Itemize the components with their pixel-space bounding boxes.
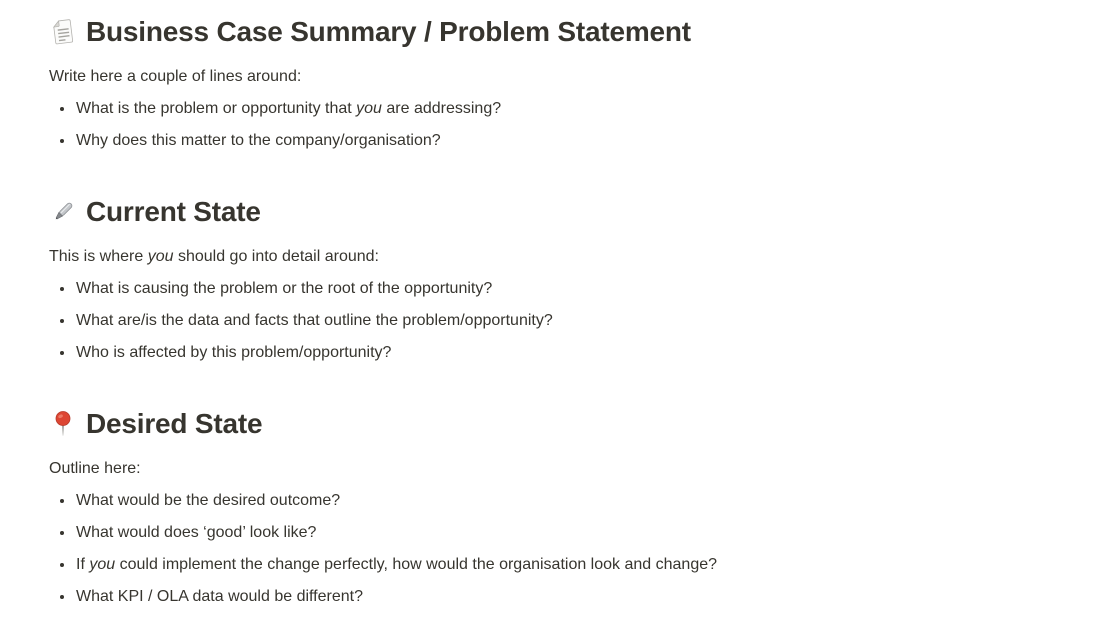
intro-paragraph: Write here a couple of lines around:: [49, 68, 302, 85]
list-item: • What would does ‘good’ look like?: [75, 517, 1072, 549]
list-item: • If you could implement the change perfectly, how would the organisation look and change?: [75, 549, 1072, 581]
page-facing-up-icon: [47, 16, 79, 48]
list-item: • What is causing the problem or the root of the opportunity?: [75, 273, 1072, 305]
bullet-list: [47, 273, 1072, 369]
intro-paragraph: Outline here:: [49, 460, 141, 477]
heading-desired-state: [47, 405, 1072, 443]
heading-text: Current State: [86, 196, 261, 227]
heading-text: Desired State: [86, 408, 263, 439]
list-item: • Who is affected by this problem/opportunity?: [75, 337, 1072, 369]
heading-business-case-summary: [47, 13, 1072, 51]
list-item: • Why does this matter to the company/organisation?: [75, 125, 1072, 157]
heading-current-state: [47, 193, 1072, 231]
bullet-list: [47, 93, 1072, 157]
pen-icon: [47, 196, 79, 228]
heading-text: Business Case Summary / Problem Statement: [86, 16, 691, 47]
intro-paragraph: This is where you should go into detail around:: [49, 248, 379, 265]
list-item: • What is the problem or opportunity that you are addressing?: [75, 93, 1072, 125]
round-pushpin-icon: [47, 408, 79, 440]
list-item: • What KPI / OLA data would be different?: [75, 581, 1072, 613]
bullet-list: [47, 485, 1072, 613]
list-item: • What would be the desired outcome?: [75, 485, 1072, 517]
list-item: • What are/is the data and facts that outline the problem/opportunity?: [75, 305, 1072, 337]
